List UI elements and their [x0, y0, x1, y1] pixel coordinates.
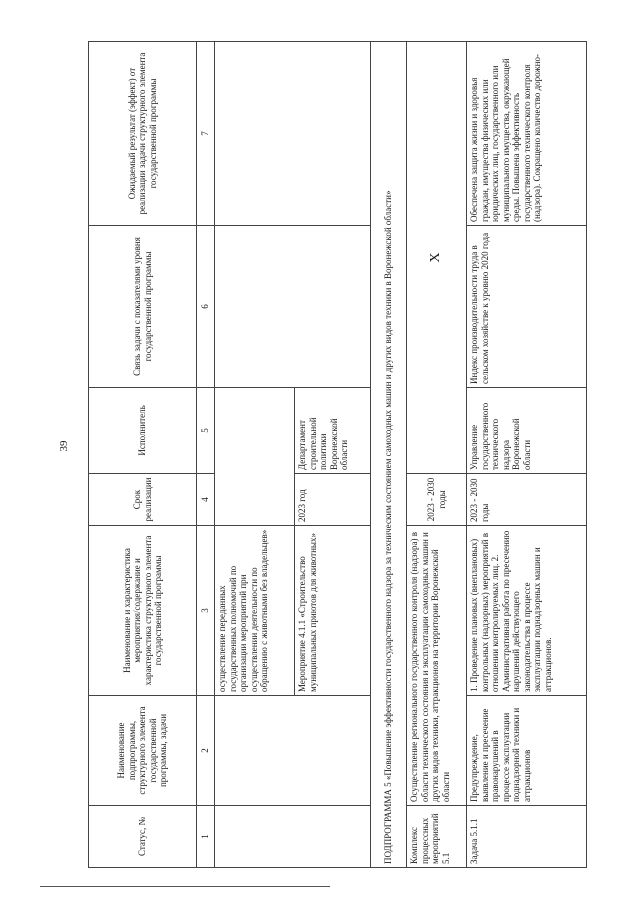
- complex-5-1-status: Комплекс процессных мероприятий 5.1: [407, 806, 467, 868]
- header-term: Срок реализации: [89, 474, 197, 526]
- task-5-1-1-row: [467, 42, 587, 868]
- header-status: Статус, №: [89, 806, 197, 868]
- complex-5-1-term: 2023 - 2030 годы: [407, 474, 467, 526]
- prev-term-executor-cell: [215, 388, 295, 526]
- page-number: 39: [58, 440, 70, 452]
- program-structure-table: [88, 41, 587, 868]
- header-indicator-link: Связь задачи с показателями уровня государственной программы: [89, 226, 197, 388]
- header-executor: Исполнитель: [89, 388, 197, 474]
- rotated-table-wrapper: [88, 42, 588, 868]
- task-5-1-1-measures: 1. Проведение плановых (внеплановых) контрольных (надзорных) мероприятий в отношении контролируемых лиц. 2. Административная работа по пресечению нарушений действующего законодательства в процессе эксплуатации поднадзорных машин и аттракционов.: [467, 526, 587, 696]
- header-expected-result: Ожидаемый результат (эффект) от реализации задачи структурного элемента государственной программы: [89, 42, 197, 226]
- subprogram-5-title: ПОДПРОГРАММА 5 «Повышение эффективности государственного надзора за техническим состоянием самоходных машин и других видов техники в Воронежской области»: [371, 42, 407, 868]
- prev-status-cell: [215, 806, 371, 868]
- col-number-5: 5: [197, 388, 215, 474]
- prev-result-cell: [215, 42, 371, 226]
- measure-4-1-1-executor: Департамент строительной политики Воронежской области: [295, 388, 371, 474]
- header-row: [89, 42, 197, 868]
- header-measure: Наименование и характеристика мероприятия/содержание и характеристика структурного элемента государственной программы: [89, 526, 197, 696]
- subprogram-5-row: [371, 42, 407, 868]
- prev-subprogram-cell: [215, 696, 371, 806]
- column-number-row: [197, 42, 215, 868]
- measure-4-1-1-term: 2023 год: [295, 474, 371, 526]
- footer-rule: [40, 886, 330, 887]
- col-number-4: 4: [197, 474, 215, 526]
- task-5-1-1-name: Предупреждение, выявление и пресечение правонарушений в процессе эксплуатации поднадзорной техники и аттракционов: [467, 696, 587, 806]
- complex-5-1-x-mark: Х: [407, 42, 467, 474]
- col-number-7: 7: [197, 42, 215, 226]
- measure-4-1-1-title: Мероприятие 4.1.1 «Строительство муниципальных приютов для животных»: [295, 526, 371, 696]
- task-5-1-1-indicator: Индекс производительности труда в сельском хозяйстве к уровню 2020 года: [467, 226, 587, 388]
- continuation-row: [215, 42, 295, 868]
- col-number-6: 6: [197, 226, 215, 388]
- col-number-3: 3: [197, 526, 215, 696]
- header-subprogram: Наименование подпрограммы, структурного элемента государственной программы, задачи: [89, 696, 197, 806]
- task-5-1-1-status: Задача 5.1.1: [467, 806, 587, 868]
- task-5-1-1-executor: Управление государственного технического надзора Воронежской области: [467, 388, 587, 474]
- complex-5-1-title: Осуществление регионального государственного контроля (надзора) в области технического состояния и эксплуатации самоходных машин и других видов техники, аттракционов на территории Воронежской области: [407, 526, 467, 806]
- prev-indicator-cell: [215, 226, 371, 388]
- task-5-1-1-term: 2023 - 2030 годы: [467, 474, 587, 526]
- col-number-1: 1: [197, 806, 215, 868]
- complex-5-1-row: [407, 42, 467, 868]
- prev-measure-text: осуществление переданных государственных полномочий по организации мероприятий при осуществлении деятельности по обращению с животными без владельцев»: [215, 526, 295, 696]
- task-5-1-1-result: Обеспечена защита жизни и здоровья граждан, имущества физических или юридических лиц, государственного или муниципального имущества, окружающей среды. Повышена эффективность государственного технического контроля (надзора). Сокращено количество дорожно-: [467, 42, 587, 226]
- col-number-2: 2: [197, 696, 215, 806]
